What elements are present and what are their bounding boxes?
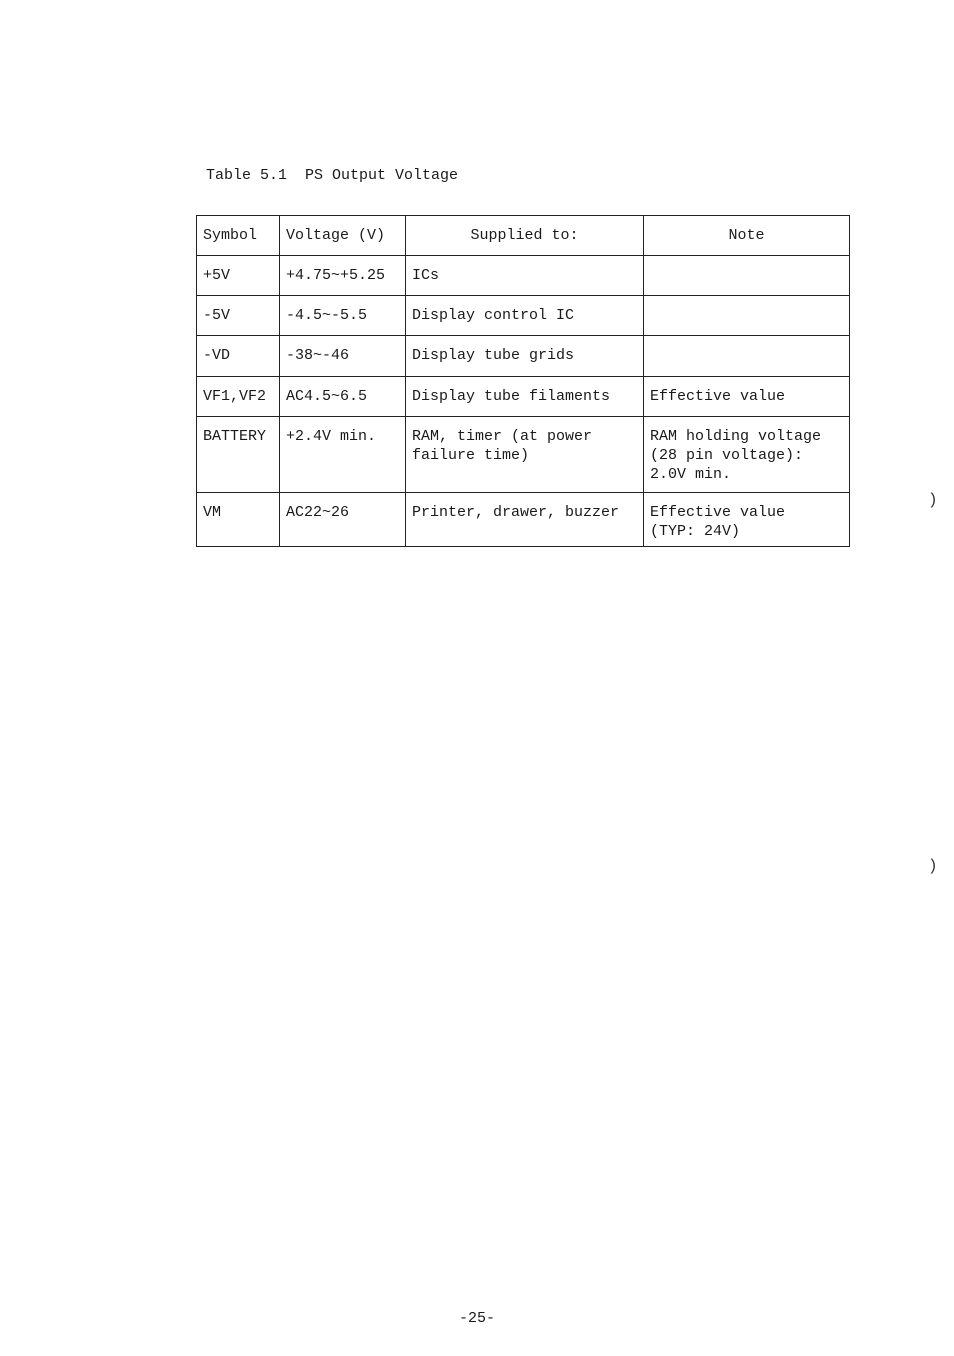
cell-note <box>644 336 850 377</box>
cell-note <box>644 256 850 296</box>
cell-symbol: +5V <box>197 256 280 296</box>
cell-voltage: +4.75~+5.25 <box>280 256 406 296</box>
cell-note: RAM holding voltage (28 pin voltage): 2.0V min. <box>644 417 850 493</box>
cell-voltage: AC4.5~6.5 <box>280 377 406 417</box>
cell-supplied-to: Display tube filaments <box>406 377 644 417</box>
table-header-row <box>197 216 850 256</box>
header-voltage: Voltage (V) <box>280 216 406 256</box>
margin-mark: ) <box>928 491 938 509</box>
table-row <box>197 377 850 417</box>
cell-symbol: -5V <box>197 296 280 336</box>
cell-symbol: BATTERY <box>197 417 280 493</box>
cell-symbol: VF1,VF2 <box>197 377 280 417</box>
cell-voltage: +2.4V min. <box>280 417 406 493</box>
cell-supplied-to: RAM, timer (at power failure time) <box>406 417 644 493</box>
page-number: -25- <box>458 1310 495 1327</box>
cell-voltage: AC22~26 <box>280 493 406 547</box>
cell-supplied-to: Printer, drawer, buzzer <box>406 493 644 547</box>
table-caption: Table 5.1 PS Output Voltage <box>206 167 459 184</box>
margin-mark: ) <box>928 857 938 875</box>
header-symbol: Symbol <box>197 216 280 256</box>
cell-supplied-to: Display control IC <box>406 296 644 336</box>
header-note: Note <box>644 216 850 256</box>
table-row <box>197 336 850 377</box>
table-row <box>197 493 850 547</box>
cell-note: Effective value (TYP: 24V) <box>644 493 850 547</box>
table-row <box>197 256 850 296</box>
table-row <box>197 296 850 336</box>
cell-note <box>644 296 850 336</box>
cell-symbol: VM <box>197 493 280 547</box>
cell-voltage: -4.5~-5.5 <box>280 296 406 336</box>
cell-supplied-to: Display tube grids <box>406 336 644 377</box>
ps-output-voltage-table <box>196 215 850 547</box>
table-row <box>197 417 850 493</box>
cell-symbol: -VD <box>197 336 280 377</box>
cell-note: Effective value <box>644 377 850 417</box>
cell-supplied-to: ICs <box>406 256 644 296</box>
cell-voltage: -38~-46 <box>280 336 406 377</box>
header-supplied-to: Supplied to: <box>406 216 644 256</box>
